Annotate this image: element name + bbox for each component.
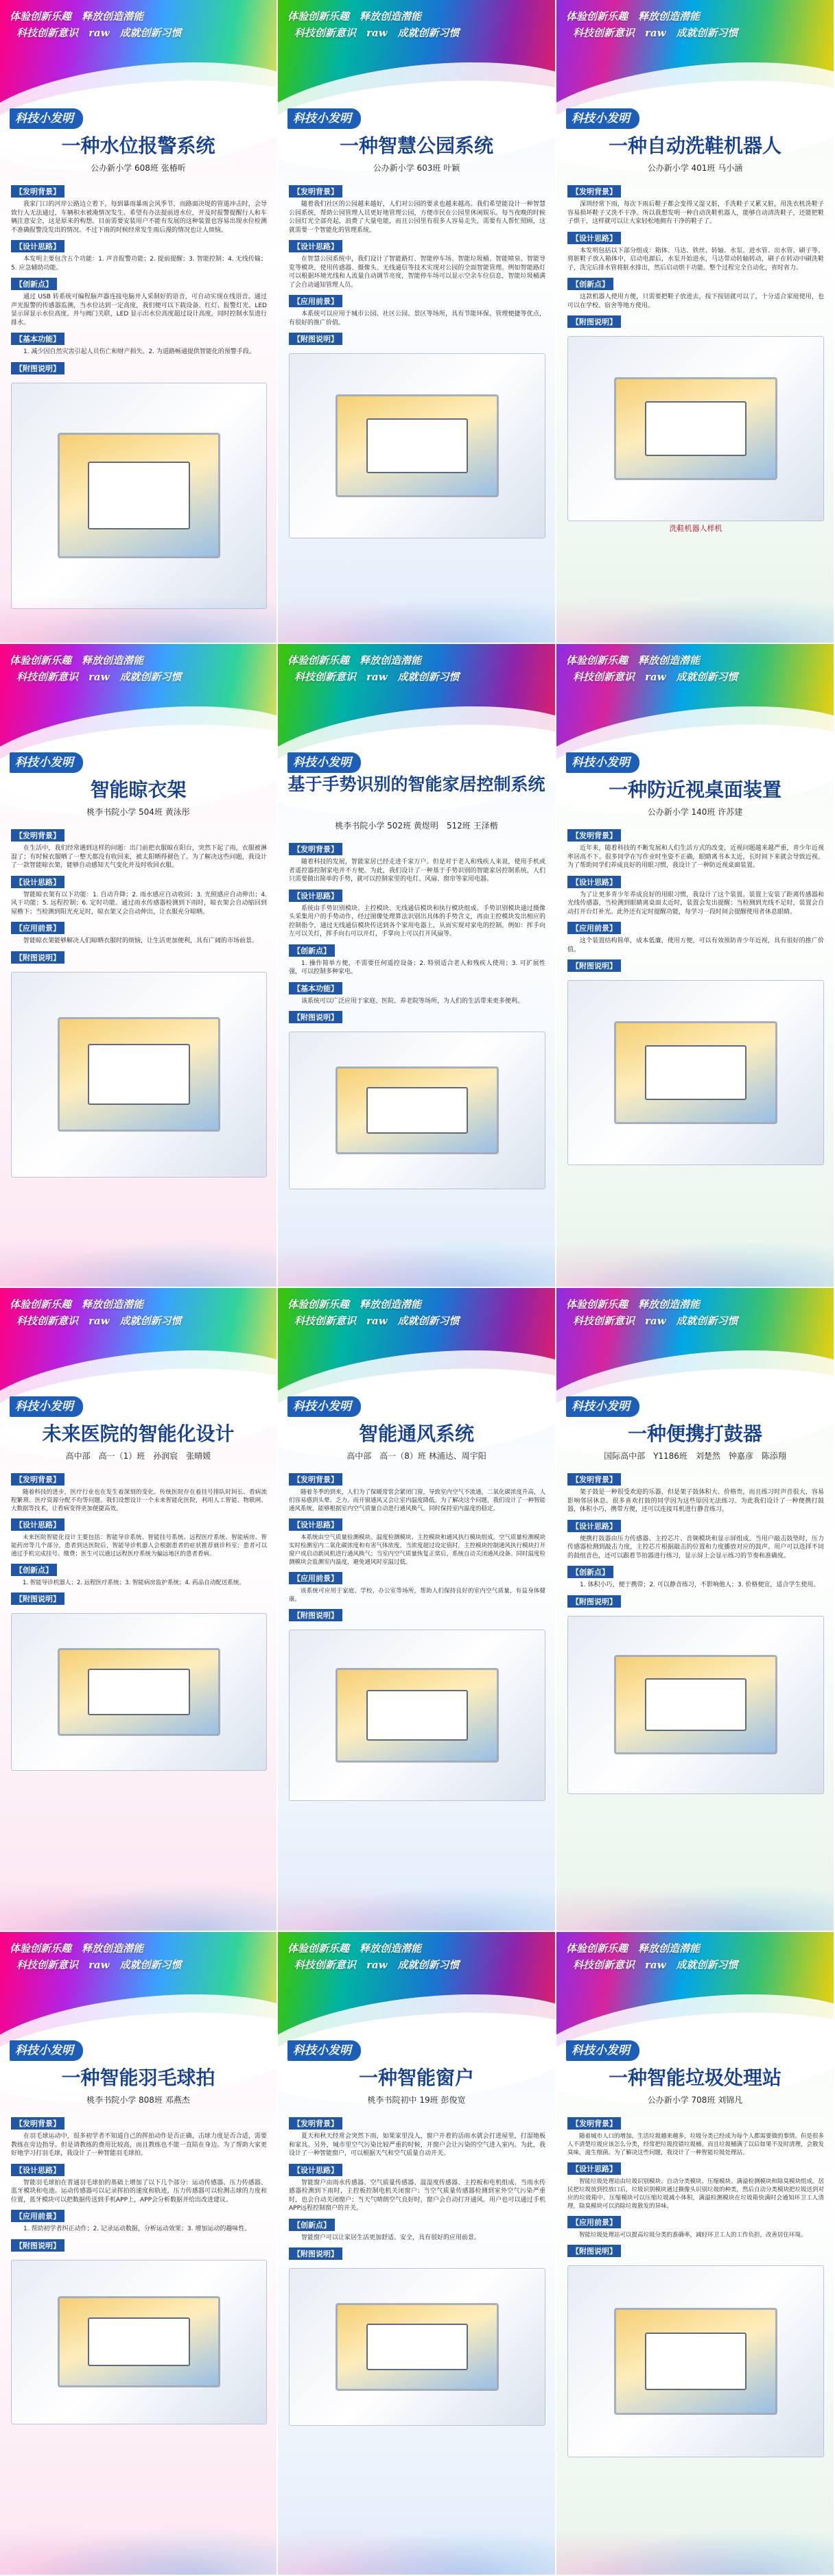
poster-author: 公办新小学 603班 叶颖 — [373, 163, 460, 173]
invention-photo — [567, 336, 824, 521]
section-text: 随着科技的发展，智能家居已经走进千家万户。但是对于老人和残疾人来说，使用手机或者遥控器控制家电并不方便。为此，我们设计了一种基于手势识别的智能家居控制系统，人们只需要做出简单的手势，就可以控制家里的电灯、风扇、窗帘等家用电器。 — [289, 859, 545, 883]
poster-body — [567, 2112, 824, 2561]
poster-body — [11, 1468, 267, 1917]
section-text: 该系统可以广泛应用于家庭、医院、养老院等场所，为人们的生活带来更多便利。 — [301, 997, 524, 1005]
section-text: 1. 体积小巧，便于携带；2. 可以静音练习，不影响他人；3. 价格便宜，适合学生使用。 — [580, 1582, 820, 1588]
section-text: 这款机器人使用方便，只需要把鞋子放进去，按下按钮就可以了，十分适合家庭使用，也可以在学校、宿舍等地方使用。 — [567, 294, 824, 309]
slogan-line: 科技创新意识 raw 成就创新习惯 — [294, 1315, 460, 1327]
section-text: 为了让更多青少年养成良好的用眼习惯，我设计了这个装置。装置上安装了距离传感器和光线传感器，当检测到眼睛离桌面太近时，装置会发出提醒；当检测到光线不足时，装置会自动打开台灯补光。此外还有定时提醒功能，每学习一段时间会提醒使用者休息眼睛。 — [567, 891, 824, 916]
section-text: 架子鼓是一种很受欢迎的乐器，但是架子鼓体积大、价格贵，而且练习时声音很大，容易影响邻居休息。很多喜欢打鼓的同学因为这些原因无法练习。为此我们设计了一种便携打鼓器，体积小巧，携带方便，还可以连接耳机进行静音练习。 — [567, 1489, 824, 1513]
invention-photo — [289, 2268, 545, 2426]
section-heading: 【基本功能】 — [289, 982, 342, 994]
slogan-line: 体验创新乐趣 释放创造潜能 — [566, 1942, 701, 1955]
section-heading: 【应用前景】 — [289, 295, 342, 307]
slogan — [566, 8, 827, 41]
poster-title: 智能通风系统 — [358, 1422, 474, 1445]
poster-title: 一种水位报警系统 — [61, 134, 215, 157]
section-heading: 【附图说明】 — [289, 1609, 342, 1621]
section-heading: 【发明背景】 — [11, 185, 64, 198]
invention-photo — [11, 1613, 267, 1771]
invention-photo — [289, 1031, 545, 1189]
section-text: 在生活中，我们经常遇到这样的问题：出门前把衣服晾在阳台，突然下起了雨，衣服被淋湿了；有时候衣服晒了一整天都没有收回来，被太阳晒得褪色了。为了解决这些问题，我设计了一款智能晾衣架，能够自动感知天气变化并及时收回衣服。 — [11, 845, 267, 869]
section-text: 1. 减少因自然灾害引起人员伤亡和财产损失。2. 为道路畅通提供智能化的预警手段。 — [23, 348, 255, 355]
slogan-line: 体验创新乐趣 释放创造潜能 — [566, 654, 701, 667]
series-badge: 科技小发明 — [566, 1396, 639, 1417]
section-text: 系统由手势识别模块、主控模块、无线通信模块和执行模块组成。手势识别模块通过摄像头采集用户的手势动作，经过图像处理算法识别出具体的手势含义，再由主控模块发出相应的控制指令，通过无线通信模块传送到各个家用电器上，从而实现对家电的控制。例如：挥手向左可以关灯，挥手向右可以开灯，手掌向上可以打开风扇等。 — [289, 905, 545, 938]
poster-body — [567, 180, 824, 629]
section-text: 深圳经常下雨，每次下雨后鞋子都会变得又湿又脏，手洗鞋子又累又脏，用洗衣机洗鞋子容易损坏鞋子又洗不干净。所以我想发明一种自动洗鞋机器人，能够自动清洗鞋子，还能把鞋子烘干，这样就可以让大家轻松地拥有干净的鞋子了。 — [567, 201, 824, 225]
section-heading: 【设计思路】 — [11, 240, 64, 252]
series-badge: 科技小发明 — [566, 108, 639, 129]
section-heading: 【发明背景】 — [289, 843, 342, 855]
section-text: 在智慧公园系统中，我们设计了智能路灯、智能停车场、智能垃圾桶、智能喷泉、智能导览等模块，使用传感器、摄像头、无线通信等技术实现对公园的全面智能管理。例如智能路灯可以根据环境光线和人流量自动调节亮度，智能停车场可以显示空余车位信息，智能垃圾桶满了会自动通知管理人员。 — [289, 256, 545, 289]
section-heading: 【设计思路】 — [11, 1518, 64, 1531]
section-heading: 【设计思路】 — [289, 240, 342, 252]
poster-panel — [278, 644, 556, 1288]
slogan — [10, 652, 270, 685]
section-heading: 【附图说明】 — [567, 315, 621, 328]
section-heading: 【附图说明】 — [289, 333, 342, 345]
poster-title: 一种智能窗户 — [358, 2066, 474, 2089]
section-heading: 【设计思路】 — [289, 1518, 342, 1531]
section-text: 本发明主要包含五个功能：1. 声音报警功能；2. 提前提醒；3. 智能控制；4. 无线传输；5. 应急辅助功能。 — [11, 256, 267, 272]
section-heading: 【发明背景】 — [289, 2117, 342, 2130]
photo-object — [645, 2333, 747, 2389]
poster-title: 智能晾衣架 — [90, 778, 187, 801]
poster-title: 基于手势识别的智能家居控制系统 — [287, 774, 545, 794]
poster-body — [11, 824, 267, 1273]
section-text: 在羽毛球运动中，很多初学者不知道自己的挥拍动作是否正确，击球力度是否合适，需要教练在旁边指导。但是请教练的费用比较高，而且教练也不能一直陪在身边。为了帮助大家更好地学习打羽毛球，我设计了一种智能羽毛球拍。 — [11, 2133, 267, 2157]
section-heading: 【创新点】 — [289, 944, 335, 957]
section-heading: 【附图说明】 — [567, 2245, 621, 2257]
photo-caption: 洗鞋机器人样机 — [669, 524, 722, 533]
series-badge: 科技小发明 — [566, 752, 639, 773]
photo-object — [366, 1690, 469, 1741]
slogan-line: 科技创新意识 raw 成就创新习惯 — [573, 1959, 738, 1971]
section-text: 我家门口的河岸公路边立着下，每到暴雨暴雨会风季节，而路面决堤的管道冲击时，会导致行人无法通过，车辆积水被淹情况发生。希望有办法提前进水位，并及时报警提醒行人和车辆注意安全，这是原来的构想。目前需要安装用户不能有发展的这种装置也容易出现水位检测不准确报警没发出的情况。不过下雨的时候经常发生雨后漫的情况也让人烦恼。 — [11, 201, 267, 234]
section-text: 夏天和秋天经常会突然下雨，如果家里没人，窗户开着的话雨水就会打进屋里，打湿地板和家具。另外，城市里空气污染比较严重的时候，开窗户会让污染的空气进入室内。为此，我设计了一种智能窗户，可以根据天气和空气质量自动开关。 — [289, 2133, 545, 2157]
slogan — [10, 1940, 270, 1973]
invention-photo — [567, 2265, 824, 2457]
poster-panel — [278, 1288, 556, 1932]
poster-panel — [556, 1932, 835, 2576]
slogan-line: 体验创新乐趣 释放创造潜能 — [10, 1942, 144, 1955]
section-heading: 【设计思路】 — [11, 2164, 64, 2176]
photo-object — [366, 418, 469, 473]
poster-body — [11, 180, 267, 629]
series-badge: 科技小发明 — [10, 2040, 83, 2061]
slogan-line: 科技创新意识 raw 成就创新习惯 — [573, 1315, 738, 1327]
poster-body — [289, 2112, 545, 2561]
poster-body — [567, 1468, 824, 1917]
poster-author: 高中部 高一（1）班 孙润宸 张晴媛 — [65, 1451, 211, 1461]
section-heading: 【设计思路】 — [567, 1520, 621, 1532]
slogan — [287, 652, 548, 685]
section-heading: 【应用前景】 — [11, 922, 64, 934]
slogan-line: 科技创新意识 raw 成就创新习惯 — [16, 1315, 182, 1327]
poster-panel — [278, 0, 556, 644]
section-heading: 【附图说明】 — [11, 2239, 64, 2252]
poster-panel — [0, 1932, 278, 2576]
section-heading: 【发明背景】 — [11, 2117, 64, 2130]
slogan — [566, 1296, 827, 1329]
section-text: 智能窗户可以让家居生活更加舒适、安全，具有很好的应用前景。 — [301, 2234, 481, 2241]
section-heading: 【发明背景】 — [567, 829, 621, 842]
invention-photo — [567, 1616, 824, 1794]
photo-object — [88, 462, 189, 529]
series-badge: 科技小发明 — [10, 1396, 83, 1417]
slogan-line: 体验创新乐趣 释放创造潜能 — [287, 1942, 422, 1955]
section-text: 智能羽毛球拍在普通羽毛球拍的基础上增加了以下几个部分：运动传感器、压力传感器、蓝牙模块和电池。运动传感器可以记录挥拍的速度和轨迹，压力传感器可以检测击球的力度和位置，蓝牙模块可以把数据传送到手机APP上，APP会分析数据并给出改进建议。 — [11, 2179, 267, 2204]
poster-author: 公办新小学 708班 刘锦凡 — [647, 2095, 743, 2105]
section-text: 通过 USB 转系统可编程脑声器连接电脑并人采制好的语音，可自动实现在线语音。通过声光报警的传感器监测，当水位达到一定高度，我们便可以下载设备、红灯、报警灯光、LED 显示屏显示水位高度。并与阀门关联，LED 显示出水位高度超过设计高度，同时控制水泵进行排水。 — [11, 294, 267, 326]
slogan-line: 体验创新乐趣 释放创造潜能 — [10, 1298, 144, 1311]
section-text: 智能垃圾处理站由垃圾识别模块、自动分类模块、压缩模块、满溢检测模块和除臭模块组成。居民把垃圾放到投放口后，垃圾识别模块通过摄像头识别垃圾的种类，然后自动分类模块把垃圾送到对应的垃圾箱中。压缩模块可以压缩垃圾减小体积，满溢检测模块在垃圾箱快满时会通知环卫工人清理，除臭模块可以消除垃圾散发的异味。 — [567, 2178, 825, 2210]
photo-object — [645, 1678, 747, 1731]
poster-title: 一种自动洗鞋机器人 — [608, 134, 781, 157]
section-text: 随着科技的进步，医疗行业也在发生着深刻的变化。传统医院存在着挂号排队时间长、看病流程繁琐、医疗资源分配不均等问题。我们设想设计一个未来智能化医院，利用人工智能、物联网、大数据等技术，让看病变得更加便捷高效。 — [11, 1489, 267, 1512]
poster-panel — [278, 1932, 556, 2576]
slogan-line: 体验创新乐趣 释放创造潜能 — [287, 10, 422, 23]
section-heading: 【应用前景】 — [11, 2210, 64, 2222]
invention-photo — [11, 2260, 267, 2424]
poster-panel — [556, 1288, 835, 1932]
poster-panel — [0, 1288, 278, 1932]
slogan — [10, 1296, 270, 1329]
invention-photo — [289, 353, 545, 538]
section-heading: 【应用前景】 — [289, 1572, 342, 1584]
slogan-line: 科技创新意识 raw 成就创新习惯 — [16, 671, 182, 683]
section-heading: 【设计思路】 — [11, 876, 64, 888]
section-text: 随着冬季的到来，人们为了保暖常常会紧闭门窗，导致室内空气不流通，二氧化碳浓度升高，人们容易感到头晕、乏力。而开窗通风又会让室内温度降低。为了解决这个问题，我们设计了一种智能通风系统，能够根据室内空气质量自动进行通风换气，同时保持室内温度的稳定。 — [289, 1489, 546, 1512]
invention-photo — [567, 980, 824, 1165]
section-text: 智能晾衣架有以下功能：1. 自动升降；2. 雨水感应自动收回；3. 光照感应自动伸出；4. 风干功能；5. 远程控制；6. 定时功能。通过雨水传感器检测到下雨时，晾衣架会自动缩回到屋檐下；当检测到阳光充足时，晾衣架又会自动伸出，让衣服充分晾晒。 — [11, 891, 267, 916]
poster-author: 桃李书院小学 808班 邓燕杰 — [86, 2095, 190, 2105]
photo-object — [88, 1044, 189, 1105]
slogan-line: 科技创新意识 raw 成就创新习惯 — [16, 1959, 182, 1971]
slogan — [10, 8, 270, 41]
series-badge: 科技小发明 — [10, 108, 83, 129]
section-heading: 【设计思路】 — [289, 890, 342, 902]
section-text: 本系统可以应用于城市公园、社区公园、景区等场所，具有节能环保、管理便捷等优点，有很好的推广价值。 — [289, 311, 545, 326]
section-text: 近年来，随着科技的不断发展和人们生活方式的改变，近视问题越来越严重，青少年近视率居高不下。很多同学在写作业时坐姿不正确，眼睛离书本太近，长时间下来就会导致近视。为了帮助同学们养成良好的用眼习惯，我设计了一种防近视桌面装置。 — [567, 845, 824, 869]
poster-title: 一种智能垃圾处理站 — [608, 2066, 781, 2089]
slogan-line: 科技创新意识 raw 成就创新习惯 — [294, 1959, 460, 1971]
poster-panel — [556, 0, 835, 644]
section-heading: 【基本功能】 — [11, 333, 64, 345]
series-badge: 科技小发明 — [10, 752, 83, 773]
slogan-line: 科技创新意识 raw 成就创新习惯 — [16, 27, 182, 39]
section-text: 本系统由空气质量检测模块、温度检测模块、主控模块和通风执行模块组成。空气质量检测模块实时检测室内二氧化碳浓度和有害气体浓度，当浓度超过设定值时，主控模块控制通风执行模块打开窗户或启动新风机进行通风换气；当室内空气质量恢复正常后，系统自动关闭通风设备。同时温度检测模块会监测室内温度，避免通风时室温过低。 — [289, 1534, 546, 1566]
slogan — [287, 1296, 548, 1329]
poster-body — [567, 824, 824, 1273]
section-text: 该系统可应用于家庭、学校、办公室等场所，帮助人们保持良好的室内空气质量，有益身体健康。 — [289, 1588, 545, 1603]
section-heading: 【设计思路】 — [567, 232, 621, 244]
section-heading: 【附图说明】 — [11, 1593, 64, 1605]
section-heading: 【创新点】 — [567, 278, 613, 290]
section-heading: 【发明背景】 — [11, 829, 64, 842]
section-text: 这个装置结构简单，成本低廉，使用方便，可以有效预防青少年近视，具有很好的推广价值。 — [567, 938, 824, 953]
photo-object — [88, 1669, 189, 1715]
section-heading: 【附图说明】 — [11, 951, 64, 964]
section-heading: 【发明背景】 — [11, 1473, 64, 1486]
poster-title: 未来医院的智能化设计 — [42, 1422, 235, 1445]
poster-author: 桃李书院小学 502班 黄煜明 512班 王泽楷 — [335, 821, 498, 831]
section-heading: 【发明背景】 — [289, 1473, 342, 1486]
slogan-line: 科技创新意识 raw 成就创新习惯 — [573, 671, 738, 683]
slogan-line: 科技创新意识 raw 成就创新习惯 — [294, 671, 460, 683]
section-heading: 【应用前景】 — [567, 2216, 621, 2228]
series-badge: 科技小发明 — [566, 2040, 639, 2061]
section-text: 便携打鼓器由压力传感器、主控芯片、音频模块和显示屏组成。当用户敲击鼓垫时，压力传感器检测到敲击力度，主控芯片根据敲击的位置和力度播放对应的鼓声。用户可以选择不同的鼓组音色，还可以跟着节拍器进行练习，显示屏上会显示练习的节奏和准确度。 — [567, 1535, 824, 1560]
series-badge: 科技小发明 — [287, 1396, 361, 1417]
section-heading: 【附图说明】 — [567, 959, 621, 972]
section-heading: 【创新点】 — [11, 278, 57, 290]
invention-photo — [11, 383, 267, 609]
poster-title: 一种便携打鼓器 — [627, 1422, 762, 1445]
section-heading: 【附图说明】 — [567, 1595, 621, 1608]
section-text: 智能晾衣架能够解决人们晾晒衣服时的烦恼，让生活更加便利，具有广阔的市场前景。 — [23, 938, 259, 944]
section-text: 随着城市人口的增加，生活垃圾越来越多，垃圾分类已经成为每个人都需要做的事情。但是很多人不清楚垃圾应该怎么分类，经常把垃圾投错垃圾桶。而且垃圾桶满了以后如果不及时清理，会散发臭味，滋生细菌。为了解决这些问题，我设计了一种智能垃圾处理站。 — [567, 2133, 825, 2156]
section-heading: 【附图说明】 — [289, 1011, 342, 1023]
invention-photo — [289, 1630, 545, 1801]
series-badge: 科技小发明 — [287, 2040, 361, 2061]
section-heading: 【附图说明】 — [11, 362, 64, 374]
section-text: 未来医院智能化设计主要包括：智能导诊系统、智能挂号系统、远程医疗系统、智能病房、智能药房等几个部分。患者到达医院后，智能导诊机器人会根据患者的症状推荐就诊科室；患者可以通过手机完成挂号、缴费；医生可以通过远程医疗系统为偏远地区的患者看病。 — [11, 1534, 267, 1558]
section-heading: 【创新点】 — [289, 2219, 335, 2231]
section-heading: 【附图说明】 — [289, 2247, 342, 2260]
section-heading: 【应用前景】 — [567, 922, 621, 934]
poster-author: 高中部 高一（8）班 林浦达、周宇阳 — [346, 1451, 486, 1461]
series-badge: 科技小发明 — [287, 752, 361, 773]
section-text: 1. 帮助初学者纠正动作；2. 记录运动数据，分析运动效果；3. 增加运动的趣味性。 — [23, 2226, 251, 2232]
section-text: 智能垃圾处理站可以提高垃圾分类的准确率，减轻环卫工人的工作负担，改善居住环境。 — [579, 2232, 807, 2239]
slogan-line: 体验创新乐趣 释放创造潜能 — [287, 1298, 422, 1311]
section-text: 1. 操作简单方便，不需要任何遥控设备；2. 特别适合老人和残疾人使用；3. 可扩展性强，可以控制多种家电。 — [289, 959, 545, 975]
poster-author: 公办新小学 401班 马小涵 — [647, 163, 743, 173]
slogan — [566, 652, 827, 685]
poster-body — [289, 1468, 545, 1917]
section-heading: 【发明背景】 — [567, 2117, 621, 2130]
slogan — [287, 1940, 548, 1973]
section-text: 智能窗户由雨水传感器、空气质量传感器、温湿度传感器、主控板和电机组成。当雨水传感器检测到下雨时，主控板控制电机关闭窗户；当空气质量传感器检测到室外空气污染严重时，也会自动关闭窗户；当天气晴朗空气良好时，窗户会自动打开通风。用户也可以通过手机APP远程控制窗户的开关。 — [289, 2179, 545, 2212]
slogan — [287, 8, 548, 41]
section-text: 随着我们社区的公园越来越好，人们对公园的要求也越来越高。我们希望能设计一种智慧公园系统，帮助公园管理人员更好地管理公园，方便市民在公园里休闲娱乐。每当夜晚的时候公园灯光全部亮起，浪费了大量电能，而且公园里有很多人容易走失，需要有人帮忙照顾，这就需要一个智能化的管理系统。 — [289, 201, 545, 234]
slogan-line: 体验创新乐趣 释放创造潜能 — [10, 654, 144, 667]
poster-title: 一种防近视桌面装置 — [608, 778, 781, 801]
poster-author: 国际高中部 Y1186班 刘楚然 钟嘉彦 陈添翔 — [604, 1451, 786, 1461]
slogan-line: 体验创新乐趣 释放创造潜能 — [10, 10, 144, 23]
section-heading: 【发明背景】 — [567, 185, 621, 198]
section-heading: 【发明背景】 — [289, 185, 342, 198]
photo-object — [645, 401, 747, 456]
section-text: 本发明包括以下部分组成：箱体、马达、铁丝、转轴、水泵、进水管、出水管、刷子等。将脏鞋子放入箱体中，启动电源后，水泵开始进水，马达带动转轴转动，刷子在转动中刷洗鞋子，洗完后排水管将脏水排出，然后启动烘干功能。整个过程完全自动化，省时省力。 — [567, 247, 824, 272]
section-heading: 【设计思路】 — [567, 2162, 621, 2175]
section-heading: 【设计思路】 — [289, 2164, 342, 2176]
poster-body — [289, 837, 545, 1273]
invention-photo — [11, 972, 267, 1178]
photo-object — [88, 2317, 189, 2366]
poster-author: 桃李书院小学 504班 黄泳彤 — [86, 807, 190, 817]
photo-object — [366, 1087, 469, 1134]
poster-body — [11, 2112, 267, 2561]
slogan — [566, 1940, 827, 1973]
slogan-line: 体验创新乐趣 释放创造潜能 — [566, 10, 701, 23]
slogan-line: 科技创新意识 raw 成就创新习惯 — [573, 27, 738, 39]
slogan-line: 科技创新意识 raw 成就创新习惯 — [294, 27, 460, 39]
section-heading: 【创新点】 — [567, 1566, 613, 1578]
poster-author: 公办新小学 140班 许苏建 — [647, 807, 743, 817]
photo-object — [366, 2324, 469, 2370]
poster-title: 一种智慧公园系统 — [339, 134, 493, 157]
slogan-line: 体验创新乐趣 释放创造潜能 — [287, 654, 422, 667]
poster-author: 桃李书院初中 19班 彭俊宽 — [367, 2095, 466, 2105]
slogan-line: 体验创新乐趣 释放创造潜能 — [566, 1298, 701, 1311]
poster-title: 一种智能羽毛球拍 — [61, 2066, 215, 2089]
poster-panel — [556, 644, 835, 1288]
poster-panel — [0, 644, 278, 1288]
photo-object — [645, 1045, 747, 1100]
section-heading: 【创新点】 — [11, 1564, 57, 1576]
section-heading: 【发明背景】 — [567, 1473, 621, 1486]
poster-body — [289, 180, 545, 629]
series-badge: 科技小发明 — [287, 108, 361, 129]
section-heading: 【设计思路】 — [567, 876, 621, 888]
section-text: 1. 智能导诊机器人；2. 远程医疗系统；3. 智能病房监护系统；4. 药品自动配送系统。 — [23, 1579, 245, 1586]
poster-panel — [0, 0, 278, 644]
poster-author: 公办新小学 608班 张椿昕 — [91, 163, 186, 173]
